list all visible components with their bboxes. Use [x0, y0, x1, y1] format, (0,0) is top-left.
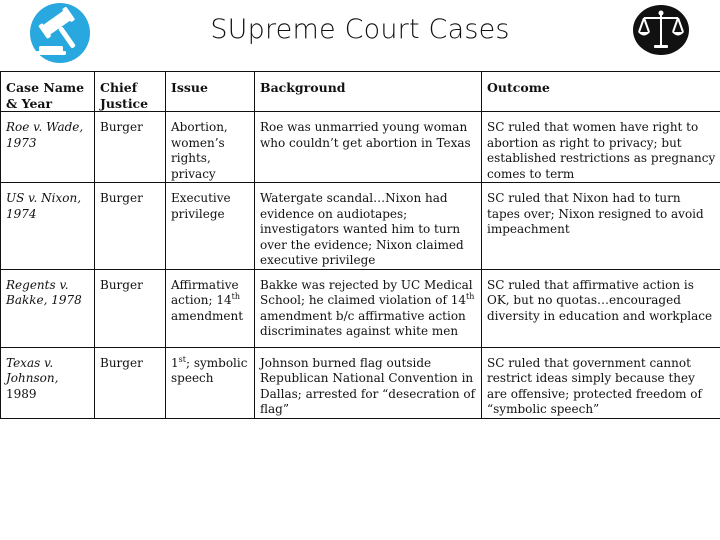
- case-name: US v. Nixon: [6, 191, 78, 205]
- issue-text: 1: [171, 355, 179, 370]
- case-name-cell: US v. Nixon, 1974: [1, 183, 95, 270]
- background-superscript: th: [466, 292, 475, 301]
- background-cell: Johnson burned flag outside Republican National Convention in Dallas; arrested for “desecration of flag”: [255, 347, 482, 418]
- chief-justice-cell: Burger: [95, 347, 166, 418]
- issue-cell: [166, 269, 255, 347]
- gavel-icon: [29, 2, 91, 64]
- issue-superscript: th: [231, 292, 240, 301]
- case-name: Texas v. Johnson: [6, 355, 55, 385]
- background-cell: [255, 269, 482, 347]
- chief-justice-cell: Burger: [95, 112, 166, 183]
- column-header-case-name: Case Name & Year: [1, 72, 95, 112]
- chief-justice-cell: Burger: [95, 269, 166, 347]
- outcome-cell: SC ruled that government cannot restrict ideas simply because they are offensive; protected freedom of “symbolic speech”: [482, 347, 720, 418]
- issue-cell: Executive privilege: [166, 183, 255, 270]
- case-name-cell: Regents v. Bakke, 1978: [1, 269, 95, 347]
- table-row: [1, 347, 720, 418]
- case-year: 1974: [6, 206, 37, 221]
- case-name: Regents v. Bakke: [6, 277, 69, 307]
- scales-of-justice-icon: [632, 4, 690, 56]
- case-name-cell: Texas v. Johnson, 1989: [1, 347, 95, 418]
- outcome-cell: SC ruled that affirmative action is OK, but no quotas…encouraged diversity in education and workplace: [482, 269, 720, 347]
- case-year: 1973: [6, 135, 37, 150]
- background-cell: Watergate scandal…Nixon had evidence on audiotapes; investigators wanted him to turn over the evidence; Nixon claimed executive privilege: [255, 183, 482, 270]
- issue-text: Affirmative action; 14: [171, 277, 239, 307]
- chief-justice-cell: Burger: [95, 183, 166, 270]
- issue-superscript: st: [178, 354, 186, 364]
- issue-text-end: ; symbolic speech: [171, 355, 248, 385]
- table-header-row: [1, 72, 720, 112]
- issue-cell: [166, 347, 255, 418]
- column-header-chief-justice: Chief Justice: [95, 72, 166, 112]
- background-text: Bakke was rejected by UC Medical School; he claimed violation of 14: [260, 277, 473, 307]
- outcome-cell: SC ruled that women have right to abortion as right to privacy; but established restrictions as pregnancy comes to term: [482, 112, 720, 183]
- table-row: [1, 269, 720, 347]
- outcome-cell: SC ruled that Nixon had to turn tapes over; Nixon resigned to avoid impeachment: [482, 183, 720, 270]
- cases-table: [0, 71, 720, 419]
- table-row: [1, 183, 720, 270]
- background-cell: Roe was unmarried young woman who couldn’t get abortion in Texas: [255, 112, 482, 183]
- column-header-background: Background: [255, 72, 482, 112]
- issue-cell: Abortion, women’s rights, privacy: [166, 112, 255, 183]
- column-header-outcome: Outcome: [482, 72, 720, 112]
- case-name-cell: Roe v. Wade, 1973: [1, 112, 95, 183]
- case-year: 1989: [6, 386, 37, 401]
- column-header-issue: Issue: [166, 72, 255, 112]
- case-year: 1978: [51, 293, 82, 307]
- page-title: SUpreme Court Cases: [210, 14, 510, 45]
- table-row: [1, 112, 720, 183]
- background-text-end: amendment b/c affirmative action discriminates against white men: [260, 308, 466, 338]
- case-name: Roe v. Wade: [6, 120, 80, 134]
- issue-text-end: amendment: [171, 308, 244, 323]
